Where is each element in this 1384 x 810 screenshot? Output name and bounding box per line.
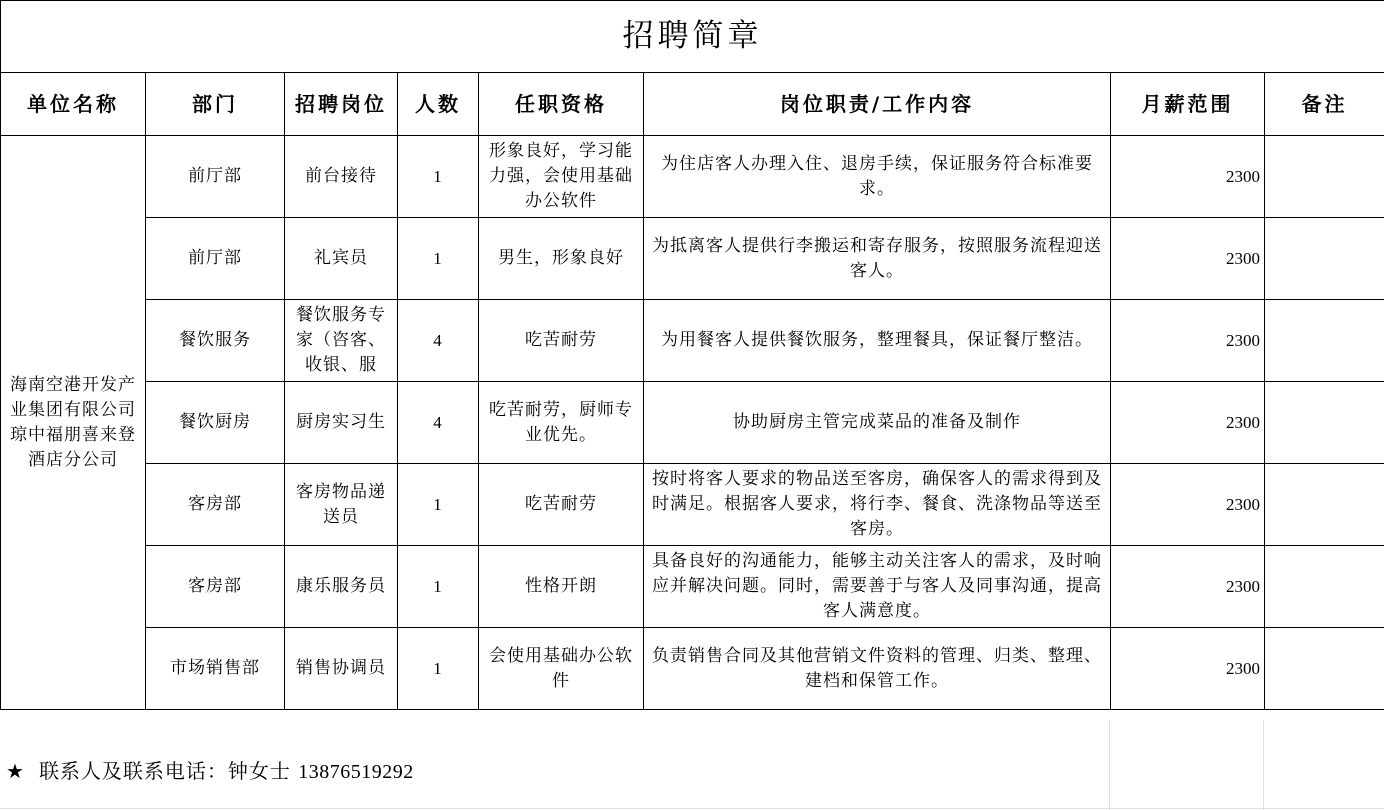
salary-cell: 2300: [1111, 382, 1265, 464]
position-cell: [285, 136, 398, 218]
table-row: [1, 300, 1384, 382]
duty-cell: 具备良好的沟通能力，能够主动关注客人的需求，及时响应并解决问题。同时，需要善于与客人及同事沟通，提高客人满意度。: [644, 546, 1111, 628]
title-row: [1, 1, 1384, 73]
remark-cell: [1265, 300, 1384, 382]
salary-cell: 2300: [1111, 546, 1265, 628]
position-text: 前台接待: [305, 166, 377, 186]
salary-cell: 2300: [1111, 300, 1265, 382]
salary-cell: 2300: [1111, 218, 1265, 300]
duty-cell: 协助厨房主管完成菜品的准备及制作: [644, 382, 1111, 464]
footer: [0, 720, 1384, 810]
header-remark: 备注: [1265, 73, 1384, 136]
table-row: [1, 136, 1384, 218]
table-row: [1, 628, 1384, 710]
salary-cell: 2300: [1111, 628, 1265, 710]
department-cell: 餐饮厨房: [146, 382, 285, 464]
position-text: 客房物品递送员: [296, 481, 386, 527]
count-cell: 1: [398, 136, 479, 218]
table-row: [1, 218, 1384, 300]
position-text: 厨房实习生: [296, 412, 386, 432]
department-cell: 前厅部: [146, 218, 285, 300]
qualification-cell: 形象良好，学习能力强，会使用基础办公软件: [479, 136, 644, 218]
page-title: 招聘简章: [1, 1, 1384, 73]
position-cell: [285, 546, 398, 628]
table-row: [1, 546, 1384, 628]
position-cell: [285, 382, 398, 464]
header-department: 部门: [146, 73, 285, 136]
header-qualification: 任职资格: [479, 73, 644, 136]
duty-cell: 按时将客人要求的物品送至客房，确保客人的需求得到及时满足。根据客人要求，将行李、餐食、洗涤物品等送至客房。: [644, 464, 1111, 546]
qualification-cell: 男生，形象良好: [479, 218, 644, 300]
position-cell: [285, 218, 398, 300]
qualification-cell: 吃苦耐劳: [479, 464, 644, 546]
remark-cell: [1265, 382, 1384, 464]
header-row: [1, 73, 1384, 136]
contact-line: [6, 755, 414, 784]
remark-cell: [1265, 628, 1384, 710]
table-row: [1, 464, 1384, 546]
department-cell: 市场销售部: [146, 628, 285, 710]
company-name: 海南空港开发产业集团有限公司琼中福朋喜来登酒店分公司: [1, 136, 146, 710]
position-cell: [285, 300, 398, 382]
position-text: 销售协调员: [296, 658, 386, 678]
remark-cell: [1265, 464, 1384, 546]
header-salary: 月薪范围: [1111, 73, 1265, 136]
salary-cell: 2300: [1111, 136, 1265, 218]
remark-cell: [1265, 136, 1384, 218]
table-row: [1, 382, 1384, 464]
position-cell: [285, 628, 398, 710]
department-cell: 餐饮服务: [146, 300, 285, 382]
duty-cell: 为用餐客人提供餐饮服务，整理餐具，保证餐厅整洁。: [644, 300, 1111, 382]
header-count: 人数: [398, 73, 479, 136]
department-cell: 前厅部: [146, 136, 285, 218]
salary-cell: 2300: [1111, 464, 1265, 546]
position-text: 餐饮服务专家（咨客、收银、服: [296, 305, 386, 375]
remark-cell: [1265, 218, 1384, 300]
duty-cell: 为住店客人办理入住、退房手续，保证服务符合标准要求。: [644, 136, 1111, 218]
header-position: 招聘岗位: [285, 73, 398, 136]
remark-cell: [1265, 546, 1384, 628]
star-icon: ★: [6, 759, 25, 783]
position-text: 康乐服务员: [296, 576, 386, 596]
contact-phone: 13876519292: [298, 761, 414, 783]
qualification-cell: 吃苦耐劳，厨师专业优先。: [479, 382, 644, 464]
contact-label: 联系人及联系电话：钟女士: [38, 759, 291, 783]
count-cell: 4: [398, 382, 479, 464]
count-cell: 4: [398, 300, 479, 382]
count-cell: 1: [398, 464, 479, 546]
duty-cell: 为抵离客人提供行李搬运和寄存服务，按照服务流程迎送客人。: [644, 218, 1111, 300]
qualification-cell: 性格开朗: [479, 546, 644, 628]
department-cell: 客房部: [146, 546, 285, 628]
qualification-cell: 会使用基础办公软件: [479, 628, 644, 710]
duty-cell: 负责销售合同及其他营销文件资料的管理、归类、整理、建档和保管工作。: [644, 628, 1111, 710]
qualification-cell: 吃苦耐劳: [479, 300, 644, 382]
department-cell: 客房部: [146, 464, 285, 546]
position-cell: [285, 464, 398, 546]
count-cell: 1: [398, 546, 479, 628]
position-text: 礼宾员: [314, 248, 368, 268]
header-company: 单位名称: [1, 73, 146, 136]
count-cell: 1: [398, 218, 479, 300]
count-cell: 1: [398, 628, 479, 710]
header-duty: 岗位职责/工作内容: [644, 73, 1111, 136]
table-body: [1, 1, 1384, 710]
